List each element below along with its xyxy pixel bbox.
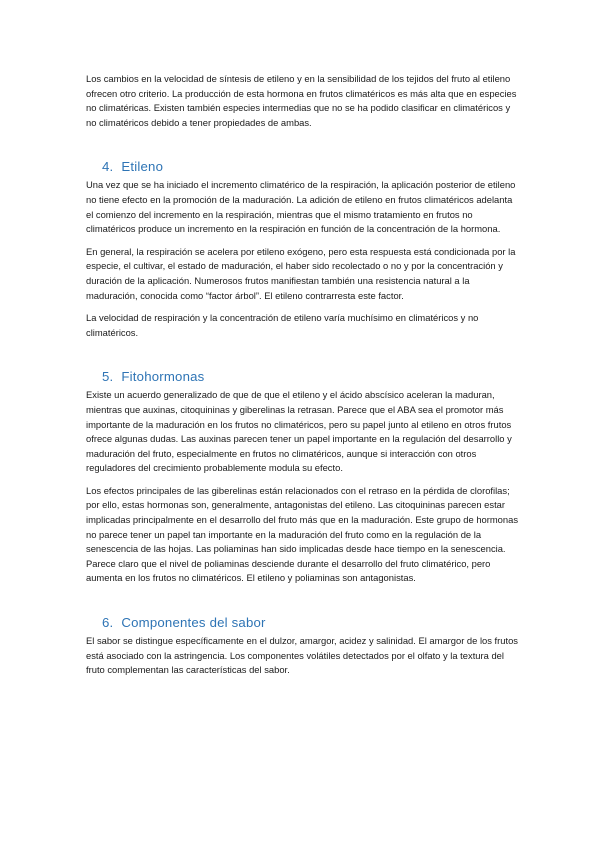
paragraph: Existe un acuerdo generalizado de que de que el etileno y el ácido abscísico aceleran la maduran, mientras que auxinas, citoquininas y giberelinas la retrasan. Parece que el ABA sea el promotor más importante de la maduración en los frutos no climatéricos, pero su papel junto al etileno en otros frutos ofrece algunas dudas. Las auxinas parecen tener un papel importante en la regulación del desarrollo y maduración del fruto, especialmente en frutos no climatéricos, aunque si interacción con otros reguladores del crecimiento probablemente modula su efecto. xyxy=(86,389,512,474)
section-title: Componentes del sabor xyxy=(121,615,266,631)
paragraph: Los efectos principales de las giberelinas están relacionados con el retraso en la pérdida de clorofilas; por ello, estas hormonas son, generalmente, antagonistas del etileno. Las citoquininas parecen estar implicadas principalmente en el desarrollo del fruto más que en la maduración. Este grupo de hormonas no parece tener un papel tan importante en la maduración del fruto como en la regulación de la senescencia de las hojas. Las poliaminas han sido implicadas desde hace tiempo en la senescencia. Parece claro que el nivel de poliaminas desciende durante el desarrollo del fruto climatérico, pero aumenta en los frutos no climatéricos. El etileno y poliaminas son antagonistas. xyxy=(86,484,519,584)
section-title: Etileno xyxy=(121,159,164,175)
paragraph: La velocidad de respiración y la concentración de etileno varía muchísimo en climatéricos y no climatéricos. xyxy=(86,312,479,338)
section-heading xyxy=(102,158,518,175)
intro-paragraph: Los cambios en la velocidad de síntesis de etileno y en la sensibilidad de los tejidos del fruto al etileno ofrecen otro criterio. La producción de esta hormona en frutos climatéricos es más alta que en especies no climatéricas. Existen también especies intermedias que no se ha podido clasificar en climatéricos y no climatéricos debido a tener propiedades de ambas. xyxy=(86,73,517,128)
section-title: Fitohormonas xyxy=(121,369,205,385)
section-componentes-del-sabor xyxy=(86,614,518,678)
section-fitohormonas xyxy=(86,368,518,586)
paragraph: El sabor se distingue específicamente en el dulzor, amargor, acidez y salinidad. El amargor de los frutos está asociado con la astringencia. Los componentes volátiles detectados por el olfato y la textura del fruto complementan las características del sabor. xyxy=(86,635,518,676)
paragraph: Una vez que se ha iniciado el incremento climatérico de la respiración, la aplicación posterior de etileno no tiene efecto en la promoción de la maduración. La adición de etileno en frutos climatéricos adelanta el comienzo del incremento en la respiración, mientras que el mismo tratamiento en frutos no climatéricos produce un incremento en la respiración en función de la concentración de la hormona. xyxy=(86,179,516,235)
section-heading xyxy=(102,368,518,385)
section-number: 6. xyxy=(102,615,114,631)
document-body xyxy=(86,72,518,686)
section-number: 5. xyxy=(102,369,114,385)
section-heading xyxy=(102,614,518,631)
paragraph: En general, la respiración se acelera por etileno exógeno, pero esta respuesta está condicionada por la especie, el cultivar, el estado de maduración, el haber sido recolectado o no y por la concentración y duración de la aplicación. Numerosos frutos manifiestan también una resistencia natural a la maduración, conocida como “factor árbol”. El etileno contrarresta este factor. xyxy=(86,245,516,301)
section-etileno xyxy=(86,158,518,340)
section-number: 4. xyxy=(102,159,114,175)
